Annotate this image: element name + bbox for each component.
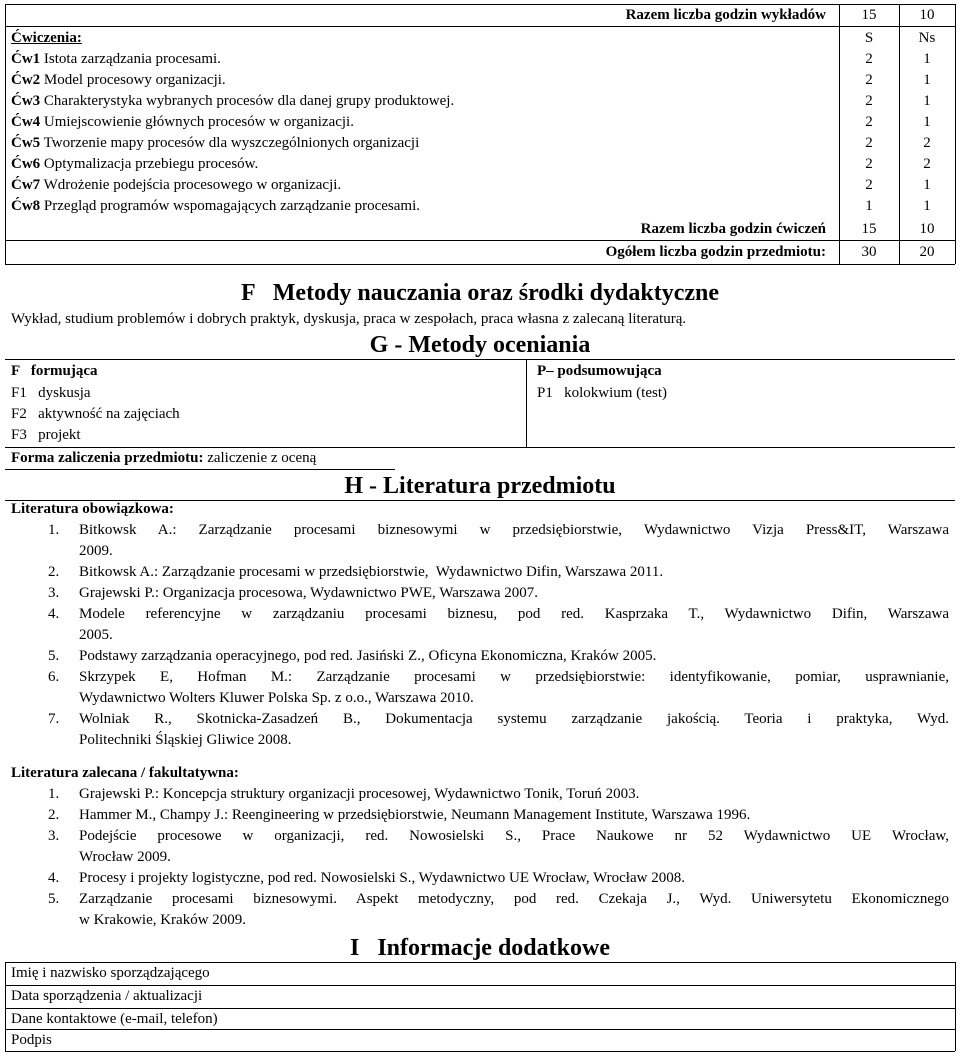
exercise-hours-s: 2 [865,114,873,130]
exercise-hours-s: 1 [865,198,873,214]
literature-entry-line: Modele referencyjne w zarządzaniu procesami biznesu, pod red. Kasprzaka T., Wydawnictwo Difin, Warszawa [79,606,949,622]
lecture-total-ns: 10 [919,7,935,23]
exercise-code: Ćw1 [11,51,41,67]
exercise-hours-s: 2 [865,51,873,67]
exercise-hours-ns: 2 [923,135,931,151]
exercise-row [11,196,420,217]
literature-entry-line: w Krakowie, Kraków 2009. [79,912,247,928]
exercise-code: Ćw6 [11,156,41,172]
author-name-label: Imię i nazwisko sporządzającego [11,965,210,981]
credit-form-label: Forma zaliczenia przedmiotu: [11,450,204,466]
exercise-title: Istota zarządzania procesami. [40,51,221,67]
exercise-hours-s: 2 [865,177,873,193]
formative-item: F3 projekt [11,427,81,443]
exercise-hours-ns: 1 [923,177,931,193]
literature-entry-line: Grajewski P.: Organizacja procesowa, Wydawnictwo PWE, Warszawa 2007. [79,585,539,601]
literature-entry-line: Podejście procesowe w organizacji, red. Nowosielski S., Prace Naukowe nr 52 Wydawnictwo UE Wrocław, [79,828,949,844]
literature-entry-line: Podstawy zarządzania operacyjnego, pod red. Jasiński Z., Oficyna Ekonomiczna, Kraków 2005. [79,648,657,664]
exercise-hours-ns: 1 [923,114,931,130]
section-i-title: I Informacje dodatkowe [350,935,610,961]
exercise-code: Ćw8 [11,198,41,214]
lecture-total-label: Razem liczba godzin wykładów [625,7,826,23]
formative-item: F2 aktywność na zajęciach [11,406,180,422]
literature-entry-line: Wolniak R., Skotnicka-Zasadzeń B., Dokumentacja systemu zarządzanie jakością. Teoria i praktyka, Wyd. [79,711,949,727]
optional-literature-label: Literatura zalecana / fakultatywna: [11,765,239,781]
literature-entry-line: Bitkowsk A.: Zarządzanie procesami w przedsiębiorstwie, Wydawnictwo Difin, Warszawa 2011. [79,564,664,580]
literature-number: 4. [48,870,60,886]
summative-title: P– podsumowująca [537,363,662,379]
literature-entry-line: Zarządzanie procesami biznesowymi. Aspekt metodyczny, pod red. Czekaja J., Wyd. Uniwersytetu Ekonomicznego [79,891,949,907]
exercise-row [11,175,341,196]
exercise-title: Optymalizacja przebiegu procesów. [40,156,259,172]
exercise-title: Wdrożenie podejścia procesowego w organizacji. [40,177,342,193]
section-g-title: G - Metody oceniania [369,332,591,358]
exercise-code: Ćw3 [11,93,41,109]
exercise-hours-ns: 1 [923,198,931,214]
exercise-row [11,49,221,70]
literature-entry-line: Wrocław 2009. [79,849,171,865]
exercise-row [11,70,226,91]
literature-entry-line: Skrzypek E, Hofman M.: Zarządzanie procesami w przedsiębiorstwie: identyfikowanie, pomiar, usprawnianie, [79,669,949,685]
date-label: Data sporządzenia / aktualizacji [11,988,203,1004]
literature-number: 3. [48,828,60,844]
exercise-row [11,91,454,112]
literature-entry-line: 2005. [79,627,113,643]
section-f-text: Wykład, studium problemów i dobrych praktyk, dyskusja, praca w zespołach, praca własna z zalecaną literaturą. [11,311,687,327]
literature-number: 5. [48,648,60,664]
overall-hours-ns: 20 [919,244,935,260]
exercise-hours-s: 2 [865,135,873,151]
literature-entry-line: Procesy i projekty logistyczne, pod red. Nowosielski S., Wydawnictwo UE Wrocław, Wrocław 2008. [79,870,685,886]
exercise-row [11,112,354,133]
literature-number: 7. [48,711,60,727]
exercise-title: Model procesowy organizacji. [40,72,226,88]
literature-number: 6. [48,669,60,685]
literature-number: 3. [48,585,60,601]
overall-hours-s: 30 [861,244,877,260]
lecture-total-s: 15 [861,7,877,23]
exercise-hours-ns: 1 [923,72,931,88]
literature-entry-line: Wydawnictwo Wolters Kluwer Polska Sp. z o.o., Warszawa 2010. [79,690,474,706]
literature-number: 5. [48,891,60,907]
exercise-row [11,154,258,175]
credit-form-value: zaliczenie z oceną [203,450,317,466]
exercise-hours-s: 2 [865,93,873,109]
exercise-code: Ćw5 [11,135,41,151]
summative-item: P1 kolokwium (test) [537,385,667,401]
overall-hours-label: Ogółem liczba godzin przedmiotu: [605,244,826,260]
exercise-hours-ns: 2 [923,156,931,172]
literature-entry-line: Hammer M., Champy J.: Reengineering w przedsiębiorstwie, Neumann Management Institute, Warszawa 1996. [79,807,751,823]
section-h-title: H - Literatura przedmiotu [344,473,616,499]
literature-number: 2. [48,807,60,823]
exercise-code: Ćw2 [11,72,41,88]
exercise-title: Charakterystyka wybranych procesów dla danej grupy produktowej. [40,93,455,109]
contact-label: Dane kontaktowe (e-mail, telefon) [11,1011,218,1027]
exercise-hours-s: 2 [865,156,873,172]
exercise-title: Umiejscowienie głównych procesów w organizacji. [40,114,354,130]
column-s-header: S [864,30,874,46]
literature-entry-line: 2009. [79,543,113,559]
credit-form [11,448,316,469]
exercise-code: Ćw4 [11,114,41,130]
section-f-title: F Metody nauczania oraz środki dydaktyczne [241,280,719,306]
literature-number: 4. [48,606,60,622]
literature-entry-line: Politechniki Śląskiej Gliwice 2008. [79,732,292,748]
exercise-row [11,133,419,154]
exercise-title: Przegląd programów wspomagających zarządzanie procesami. [40,198,420,214]
signature-label: Podpis [11,1032,52,1048]
exercises-total-ns: 10 [919,221,935,237]
literature-number: 1. [48,786,60,802]
exercise-hours-ns: 1 [923,93,931,109]
column-ns-header: Ns [918,30,936,46]
mandatory-literature-label: Literatura obowiązkowa: [11,501,174,517]
formative-title: F formująca [11,363,98,379]
exercise-title: Tworzenie mapy procesów dla wyszczególnionych organizacji [40,135,420,151]
literature-number: 1. [48,522,60,538]
exercise-hours-ns: 1 [923,51,931,67]
exercises-heading: Ćwiczenia: [11,30,82,46]
exercise-hours-s: 2 [865,72,873,88]
exercises-total-label: Razem liczba godzin ćwiczeń [640,221,826,237]
exercises-total-s: 15 [861,221,877,237]
exercise-code: Ćw7 [11,177,41,193]
literature-entry-line: Grajewski P.: Koncepcja struktury organizacji procesowej, Wydawnictwo Tonik, Toruń 2003. [79,786,640,802]
literature-entry-line: Bitkowsk A.: Zarządzanie procesami biznesowymi w przedsiębiorstwie, Wydawnictwo Vizja Press&IT, Warszawa [79,522,949,538]
literature-number: 2. [48,564,60,580]
formative-item: F1 dyskusja [11,385,91,401]
